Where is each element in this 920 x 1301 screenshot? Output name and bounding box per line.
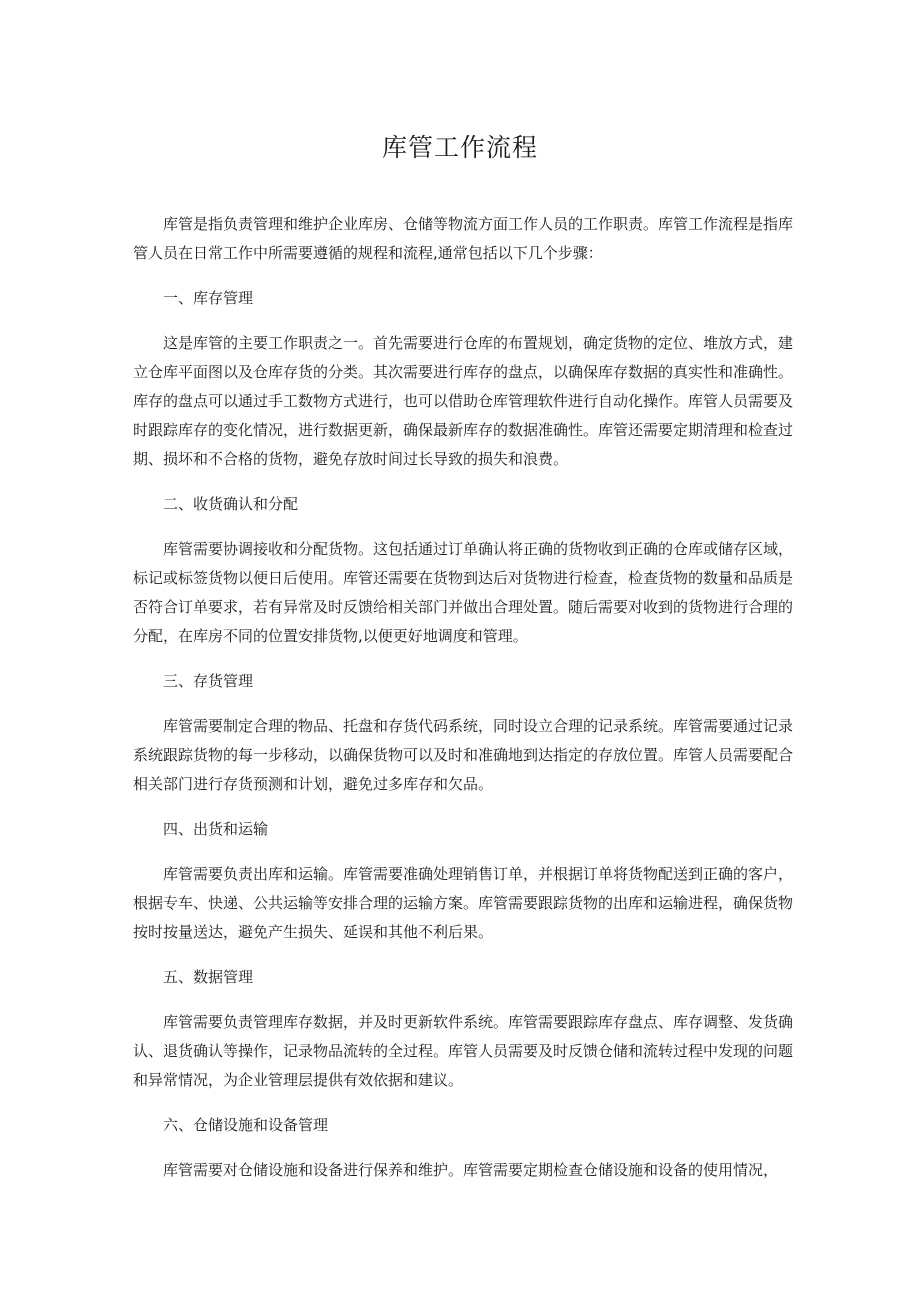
section-body-inventory: 这是库管的主要工作职责之一。首先需要进行仓库的布置规划，确定货物的定位、堆放方式，建立仓库平面图以及仓库存货的分类。其次需要进行库存的盘点，以确保库存数据的真实性和准确性。库存的盘点可以通过手工数物方式进行，也可以借助仓库管理软件进行自动化操作。库管人员需要及时跟踪库存的变化情况，进行数据更新，确保最新库存的数据准确性。库管还需要定期清理和检查过期、损坏和不合格的货物，避免存放时间过长导致的损失和浪费。 bbox=[133, 334, 794, 468]
section-body-receiving: 库管需要协调接收和分配货物。这包括通过订单确认将正确的货物收到正确的仓库或储存区域，标记或标签货物以便日后使用。库管还需要在货物到达后对货物进行检查，检查货物的数量和品质是否符合订单要求，若有异常及时反馈给相关部门并做出合理处置。随后需要对收到的货物进行合理的分配，在库房不同的位置安排货物,以便更好地调度和管理。 bbox=[133, 540, 794, 645]
section-body-stock: 库管需要制定合理的物品、托盘和存货代码系统，同时设立合理的记录系统。库管需要通过记录系统跟踪货物的每一步移动，以确保货物可以及时和准确地到达指定的存放位置。库管人员需要配合相关部门进行存货预测和计划，避免过多库存和欠品。 bbox=[133, 717, 794, 793]
section-heading-stock: 三、存货管理 bbox=[163, 672, 254, 690]
document-body bbox=[133, 210, 793, 1201]
section-body-shipping: 库管需要负责出库和运输。库管需要准确处理销售订单，并根据订单将货物配送到正确的客户，根据专车、快递、公共运输等安排合理的运输方案。库管需要跟踪货物的出库和运输进程，确保货物按时按量送达，避免产生损失、延误和其他不利后果。 bbox=[133, 865, 794, 941]
section-heading-receiving: 二、收货确认和分配 bbox=[163, 495, 299, 513]
section-heading-data: 五、数据管理 bbox=[163, 968, 254, 986]
section-heading-shipping: 四、出货和运输 bbox=[163, 820, 269, 838]
section-body-data: 库管需要负责管理库存数据，并及时更新软件系统。库管需要跟踪库存盘点、库存调整、发货确认、退货确认等操作，记录物品流转的全过程。库管人员需要及时反馈仓储和流转过程中发现的问题和异常情况，为企业管理层提供有效依据和建议。 bbox=[133, 1013, 794, 1089]
page-title: 库管工作流程 bbox=[381, 133, 538, 162]
section-body-facilities: 库管需要对仓储设施和设备进行保养和维护。库管需要定期检查仓储设施和设备的使用情况， bbox=[163, 1161, 779, 1179]
intro-paragraph: 库管是指负责管理和维护企业库房、仓储等物流方面工作人员的工作职责。库管工作流程是指库管人员在日常工作中所需要遵循的规程和流程,通常包括以下几个步骤： bbox=[133, 215, 794, 262]
section-heading-inventory: 一、库存管理 bbox=[163, 289, 254, 307]
section-heading-facilities: 六、仓储设施和设备管理 bbox=[163, 1116, 329, 1134]
